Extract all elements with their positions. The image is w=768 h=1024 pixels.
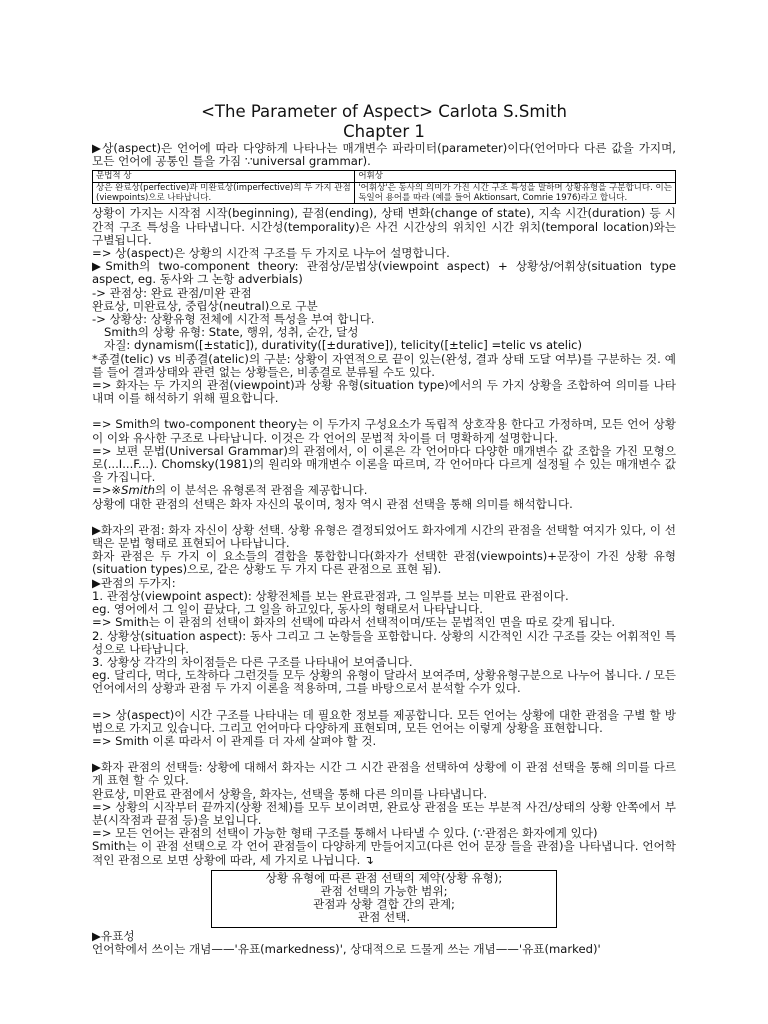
boxed-line: 관점 선택의 가능한 범위;: [320, 883, 448, 898]
boxed-line: 관점 선택.: [357, 910, 411, 925]
list-item: => Smith는 이 관점의 선택이 화자의 선택에 따라서 선택적이며/또는 문법적인 면을 따로 갖게 됩니다.: [92, 615, 616, 630]
smith-theory-paragraph: ▶Smith의 two-component theory: 관점상/문법상(viewpoint aspect) + 상황상/어휘상(situation type aspect, eg. 동사와 그 논항 adverbials): [92, 259, 676, 287]
list-item: eg. 달리다, 먹다, 도착하다 그런것들 모두 상황의 유형이 달라서 보여주며, 상황유형구분으로 나누어 봅니다. / 모든 언어에서의 상황과 관점 두 가지 이론을 적용하며, 그를 바탕으로서 분석할 수가 있다.: [92, 668, 676, 696]
table-cell: '어휘상'은 동사의 의미가 가진 시간 구조 특성을 말하며 상황유형을 구분합니다. 이는 독일어 용어를 따라 (예를 들어 Aktionsart, Comrie 1976)라고 합니다.: [355, 183, 676, 204]
table-header-cell: 어휘상: [355, 171, 676, 183]
list-item: eg. 영어에서 그 일이 끝났다, 그 일을 하고있다, 동사의 형태로서 나타납니다.: [92, 602, 483, 617]
list-item: -> 상황상: 상황유형 전체에 시간적 특성을 부여 합니다.: [92, 312, 375, 327]
aspect-comparison-table: [92, 170, 676, 204]
note-text: 의 이 분석은 유형론적 관점을 제공합니다.: [154, 483, 368, 498]
paragraph: => 모든 언어는 관점의 선택이 가능한 형태 구조를 통해서 나타낼 수 있다. (∵관점은 화자에게 있다): [92, 826, 598, 841]
paragraph: 언어학에서 쓰이는 개념——'유표(markedness)', 상대적으로 드물게 쓰는 개념——'유표(marked)': [92, 941, 601, 956]
paragraph: => 상(aspect)이 시간 구조를 나타내는 데 필요한 정보를 제공합니다. 모든 언어는 상황에 대한 관점을 구별 할 방법으로 가지고 있습니다. 그리고 언어마다 다양하게 표현되며, 모든 언어는 이렇게 상황을 표현합니다.: [92, 707, 676, 735]
paragraph: => 보편 문법(Universal Grammar)의 관점에서, 이 이론은 각 언어마다 다양한 매개변수 값 조합을 가진 모형으로(...I...F...). Chomsky(1981)의 원리와 매개변수 이론을 따르며, 각 언어마다 다르게 설정될 수 있는 매개변수 값을 가집니다.: [92, 443, 676, 485]
spacer: [92, 511, 676, 524]
boxed-line: 관점과 상황 결합 간의 관계;: [313, 897, 455, 912]
table-cell: 상은 완료상(perfective)과 미완료상(imperfective)의 두 가지 관점 (viewpoints)으로 나타납니다.: [93, 183, 355, 204]
table-row: [93, 183, 676, 204]
document-body: [92, 142, 676, 956]
boxed-list: [211, 870, 557, 928]
paragraph: [92, 484, 676, 497]
list-item: 완료상, 미완료상, 중립상(neutral)으로 구분: [92, 298, 318, 313]
paragraph: ▶화자의 관점: 화자 자신이 상황 선택. 상황 유형은 결정되었어도 화자에게 시간의 관점을 선택할 여지가 있다, 이 선택은 문법 형태로 표현되어 나타납니다.: [92, 522, 676, 551]
table-header-row: [93, 171, 676, 183]
paragraph: => Smith 이론 따라서 이 관계를 더 자세 살펴야 할 것.: [92, 733, 377, 748]
paragraph: 완료상, 미완료 관점에서 상황을, 화자는, 선택을 통해 다른 의미를 나타냅니다.: [92, 786, 488, 801]
situation-types-line: Smith의 상황 유형: State, 행위, 성취, 순간, 달성: [104, 325, 359, 340]
paragraph: => 상(aspect)은 상황의 시간적 구조를 두 가지로 나누어 설명합니다.: [92, 246, 450, 261]
document-title: <The Parameter of Aspect> Carlota S.Smith: [201, 102, 567, 121]
paragraph: ▶화자 관점의 선택들: 상황에 대해서 화자는 시간 그 시간 관점을 선택하여 상황에 이 관점 선택을 통해 의미를 다르게 표현 할 수 있다.: [92, 760, 676, 788]
table-header-cell: 문법적 상: [93, 171, 355, 183]
chapter-heading: Chapter 1: [343, 122, 425, 141]
paragraph: Smith는 이 관점 선택으로 각 언어 관점들이 다양하게 만들어지고(다른 언어 문장 들을 관점)을 나타냅니다. 언어학적인 관점으로 보면 상황에 따라, 세 가지로 나뉩니다. ↴: [92, 839, 676, 867]
paragraph: 화자 관점은 두 가지 이 요소들의 결합을 통합합니다(화자가 선택한 관점(viewpoints)+문장이 가진 상황 유형(situation types)으로, 같은 상황도 두 가지 다른 관점으로 표현 됨).: [92, 549, 676, 577]
list-item: -> 관점상: 완료 관점/미완 관점: [92, 285, 252, 300]
boxed-line: 상황 유형에 따른 관점 선택의 제약(상황 유형);: [265, 870, 503, 885]
spacer: [92, 696, 676, 709]
list-item: 2. 상황상(situation aspect): 동사 그리고 그 논항들을 포함합니다. 상황의 시간적인 시간 구조를 갖는 어휘적인 특성으로 나타납니다.: [92, 628, 676, 656]
paragraph: => Smith의 two-component theory는 이 두가지 구성요소가 독립적 상호작용 한다고 가정하며, 모든 언어 상황이 이와 유사한 구조로 나타납니다. 이것은 각 언어의 문법적 차이를 더 명확하게 설명합니다.: [92, 417, 676, 445]
list-item: 3. 상황상 각각의 차이점들은 다른 구조를 나타내어 보여줍니다.: [92, 654, 413, 669]
paragraph: *종결(telic) vs 비종결(atelic)의 구분: 상황이 자연적으로 끝이 있는(완성, 결과 상태 도달 여부)를 구분하는 것. 예를 들어 결과상태와 관련 없는 상황들은, 비종결로 분류될 수도 있다.: [92, 351, 676, 379]
document-page: [92, 102, 676, 956]
author-name: Smith: [121, 483, 155, 498]
list-item: 1. 관점상(viewpoint aspect): 상황전체를 보는 완료관점과, 그 일부를 보는 미완료 관점이다.: [92, 588, 569, 603]
paragraph: 상황에 대한 관점의 선택은 화자 자신의 몫이며, 청자 역시 관점 선택을 통해 의미를 해석합니다.: [92, 496, 573, 511]
paragraph: => 상황의 시작부터 끝까지(상황 전체)를 모두 보이려면, 완료상 관점을 또는 부분적 사건/상태의 상황 안쪽에서 부분(시작점과 끝점 등)을 보입니다.: [92, 799, 676, 827]
section-heading: ▶관점의 두가지:: [92, 575, 176, 590]
section-heading: ▶유표성: [92, 928, 135, 943]
paragraph: 상황이 가지는 시작점 시작(beginning), 끝점(ending), 상태 변화(change of state), 지속 시간(duration) 등 시간적 구조 특성을 나타냅니다. 시간성(temporality)은 사건 시간상의 위치인 시간 위치(temporal location)와는 구별됩니다.: [92, 206, 676, 247]
note-marker: =>※: [92, 483, 122, 498]
intro-paragraph: ▶상(aspect)은 언어에 따라 다양하게 나타나는 매개변수 파라미터(parameter)이다(언어마다 다른 값을 가지며, 모든 언어에 공통인 틀을 가짐 ∵universal grammar).: [92, 141, 676, 169]
paragraph: => 화자는 두 가지의 관점(viewpoint)과 상황 유형(situation type)에서의 두 가지 상황을 조합하여 의미를 나타내며 이를 해석하기 위해 필요합니다.: [92, 378, 676, 406]
features-line: 자질: dynamism([±static]), durativity([±durative]), telicity([±telic] =telic vs atelic): [104, 338, 583, 353]
